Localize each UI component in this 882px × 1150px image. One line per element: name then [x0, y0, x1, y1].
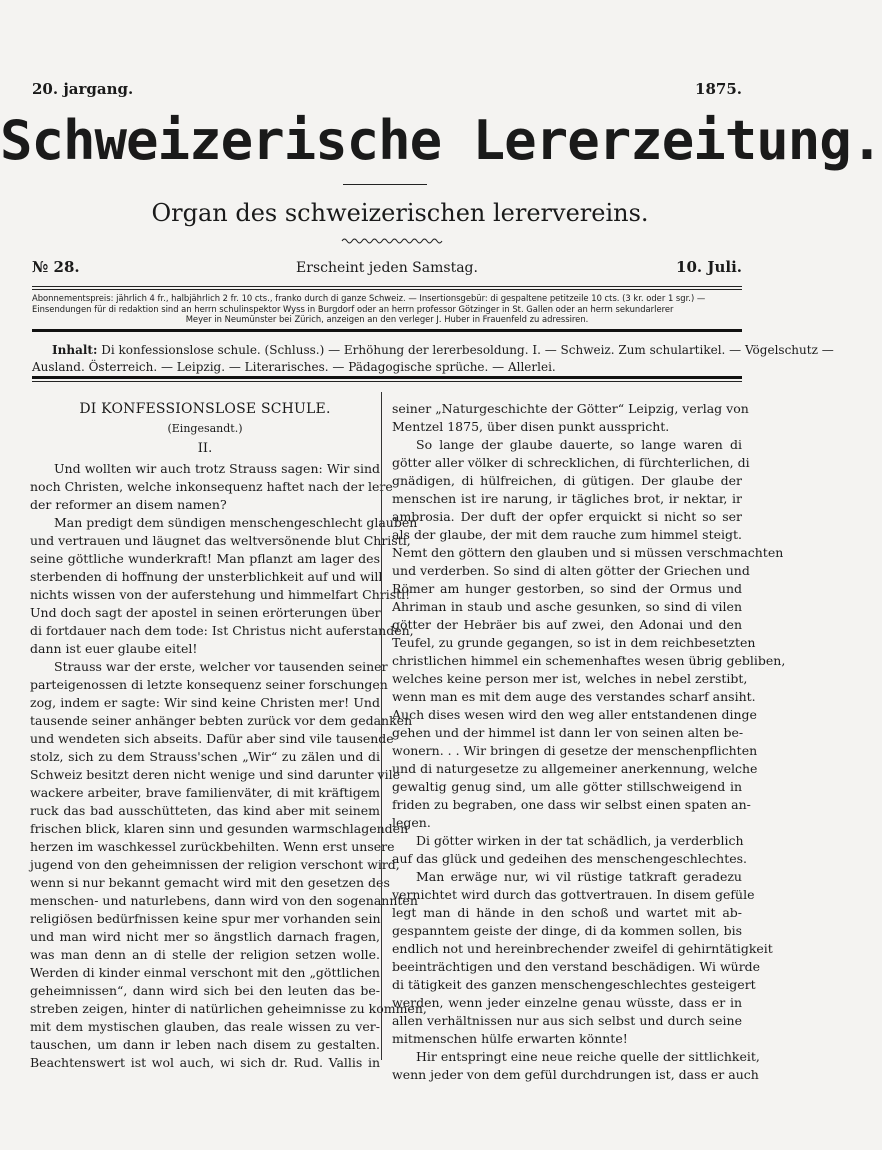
text-line: streben zeigen, hinter di natürlichen geheimnisse zu kommen, — [30, 1001, 427, 1016]
text-line: menschen ist ire narung, ir tägliches brot, ir nektar, ir — [392, 491, 742, 506]
text-line: allen verhältnissen nur aus sich selbst und durch seine — [392, 1013, 742, 1028]
text-line: Hir entspringt eine neue reiche quelle der sittlichkeit, — [416, 1049, 760, 1064]
text-line: Ahriman in staub und asche gesunken, so sind di vilen — [392, 599, 742, 614]
text-line: werden, wenn jeder einzelne genau wüsste, dass er in — [392, 995, 742, 1010]
volume-label: 20. jargang. — [32, 80, 134, 98]
text-line: Strauss war der erste, welcher vor tausenden seiner — [54, 659, 388, 674]
text-line: und di naturgesetze zu allgemeiner anerkennung, welche — [392, 761, 758, 776]
text-line: auf das glück und gedeihen des menschengeschlechtes. — [392, 851, 748, 866]
text-line: als der glaube, der mit dem rauche zum himmel steigt. — [392, 527, 742, 542]
text-line: seiner „Naturgeschichte der Götter“ Leipzig, verlag von — [392, 401, 749, 416]
text-line: wackere arbeiter, brave familienväter, di mit kräftigem — [30, 785, 380, 800]
masthead-subtitle: Organ des schweizerischen lerervereins. — [151, 199, 649, 227]
right-column — [392, 400, 786, 1084]
text-line: Nemt den göttern den glauben und si müssen verschmachten — [392, 545, 784, 560]
contents-rule-bottom — [32, 376, 742, 379]
text-line: So lange der glaube dauerte, so lange waren di — [416, 437, 742, 452]
text-line: der reformer an disem namen? — [30, 497, 227, 512]
text-line: seine göttliche wunderkraft! Man pflanzt am lager des — [30, 551, 380, 566]
issue-frequency: Erscheint jeden Samstag. — [296, 260, 478, 276]
contents-block — [32, 342, 834, 376]
text-line: Und wollten wir auch trotz Strauss sagen: Wir sind — [54, 461, 380, 476]
text-line: jugend von den geheimnissen der religion verschont wird, — [30, 857, 400, 872]
text-line: gnädigen, di hülfreichen, di gütigen. Der glaube der — [392, 473, 742, 488]
article-note: (Eingesandt.) — [167, 422, 243, 435]
text-line: noch Christen, welche inkonsequenz haftet nach der lere — [30, 479, 393, 494]
subscription-line-2: Einsendungen für di redaktion sind an herrn schulinspektor Wyss in Burgdorf oder an herrn professor Götzinger in St. Gallen oder an herrn sekundarlerer — [32, 303, 674, 314]
text-line: mitmenschen hülfe erwarten könnte! — [392, 1031, 628, 1046]
text-line: vernichtet wird durch das gottvertrauen. In disem gefüle — [392, 887, 755, 902]
year-label: 1875. — [695, 80, 742, 98]
right-column-text — [392, 400, 786, 1084]
text-line: geheimnissen“, dann wird sich bei den leuten das be- — [30, 983, 380, 998]
header-rule — [32, 286, 742, 287]
text-line: endlich not und hereinbrechender zweifel di gehirntätigkeit — [392, 941, 773, 956]
text-line: gewaltig genug sind, um alle götter stillschweigend in — [392, 779, 742, 794]
text-line: Man predigt dem sündigen menschengeschlecht glauben — [54, 515, 418, 530]
text-line: gehen und der himmel ist dann ler von seinen alten be- — [392, 725, 744, 740]
text-line: und vertrauen und läugnet das weltversönende blut Christi, — [30, 533, 411, 548]
text-line: und verderben. So sind di alten götter der Griechen und — [392, 563, 750, 578]
text-line: Teufel, zu grunde gegangen, so ist in dem reichbesetzten — [392, 635, 756, 650]
issue-number: № 28. — [32, 258, 80, 276]
contents-text-1: Di konfessionslose schule. (Schluss.) — Erhöhung der lererbesoldung. I. — Schweiz. Zum schulartikel. — Vögelschutz — — [101, 343, 834, 357]
text-line: Beachtenswert ist wol auch, wi sich dr. Rud. Vallis in — [30, 1055, 380, 1070]
text-line: Auch dises wesen wird den weg aller entstandenen dinge — [392, 707, 757, 722]
text-line: menschen- und naturlebens, dann wird von den sogenannten — [30, 893, 418, 908]
contents-line-1 — [32, 342, 834, 359]
text-line: Di götter wirken in der tat schädlich, ja verderblich — [416, 833, 744, 848]
text-line: friden zu begraben, one dass wir selbst einen spaten an- — [392, 797, 751, 812]
text-line: stolz, sich zu dem Strauss'schen „Wir“ zu zälen und di — [30, 749, 380, 764]
text-line: und wendeten sich abseits. Dafür aber sind vile tausende — [30, 731, 394, 746]
text-line: wonern. . . Wir bringen di gesetze der menschenpflichten — [392, 743, 758, 758]
text-line: Und doch sagt der apostel in seinen erörterungen über — [30, 605, 381, 620]
subscription-line-1: Abonnementspreis: jährlich 4 fr., halbjährlich 2 fr. 10 cts., franko durch di ganze Schweiz. — Insertionsgebür: di gespaltene petitzeile 10 cts. (3 kr. oder 1 sgr.) — — [32, 293, 706, 303]
column-divider — [381, 392, 382, 1060]
text-line: di fortdauer nach dem tode: Ist Christus nicht auferstanden, — [30, 623, 414, 638]
text-line: religiösen bedürfnissen keine spur mer vorhanden sein — [30, 911, 381, 926]
text-line: wenn si nur bekannt gemacht wird mit den gesetzen des — [30, 875, 390, 890]
text-line: beeinträchtigen und den verstand beschädigen. Wi würde — [392, 959, 761, 974]
issue-date: 10. Juli. — [676, 258, 742, 276]
text-line: nichts wissen von der auferstehung und himmelfart Christi! — [30, 587, 411, 602]
text-line: legen. — [392, 815, 431, 830]
text-line: gespanntem geiste der dinge, di da kommen sollen, bis — [392, 923, 742, 938]
volume-line — [32, 80, 742, 100]
masthead-rule — [343, 184, 427, 185]
text-line: Römer am hunger gestorben, so sind der Ormus und — [392, 581, 742, 596]
text-line: Man erwäge nur, wi vil rüstige tatkraft geradezu — [416, 869, 742, 884]
text-line: götter der Hebräer bis auf zwei, den Adonai und den — [392, 617, 742, 632]
text-line: was man denn an di stelle der religion setzen wolle. — [30, 947, 380, 962]
text-line: frischen blick, klaren sinn und gesunden warmschlagenden — [30, 821, 409, 836]
text-line: christlichen himmel ein schemenhaftes wesen übrig gebliben, — [392, 653, 786, 668]
text-line: zog, indem er sagte: Wir sind keine Christen mer! Und — [30, 695, 380, 710]
contents-line-2: Ausland. Österreich. — Leipzig. — Literarisches. — Pädagogische sprüche. — Allerlei. — [32, 360, 556, 374]
ornament-wave — [342, 236, 442, 246]
text-line: sterbenden di hoffnung der unsterblichkeit auf und will — [30, 569, 383, 584]
subscription-info — [32, 293, 742, 325]
text-line: ambrosia. Der duft der opfer erquickt si nicht so ser — [392, 509, 742, 524]
text-line: mit dem mystischen glauben, das reale wissen zu ver- — [30, 1019, 380, 1034]
text-line: di tätigkeit des ganzen menschengeschlechtes gesteigert — [392, 977, 756, 992]
article-title: DI KONFESSIONSLOSE SCHULE. — [79, 401, 331, 417]
text-line: tausende seiner anhänger bebten zurück vor dem gedanken — [30, 713, 413, 728]
issue-line — [32, 258, 742, 280]
text-line: wenn man es mit dem auge des verstandes scharf ansiht. — [392, 689, 756, 704]
contents-rule-bottom-2 — [32, 381, 742, 382]
text-line: welches keine person mer ist, welches in nebel zerstibt, — [392, 671, 748, 686]
text-line: herzen im waschkessel zurückbehilten. Wenn erst unsere — [30, 839, 395, 854]
header-rule-2 — [32, 289, 742, 290]
text-line: und man wird nicht mer so ängstlich darnach fragen, — [30, 929, 380, 944]
text-line: Mentzel 1875, über disen punkt ausspricht. — [392, 419, 670, 434]
contents-rule-top — [32, 329, 742, 332]
text-line: legt man di hände in den schoß und wartet mit ab- — [392, 905, 742, 920]
text-line: Werden di kinder einmal verschont mit den „göttlichen — [30, 965, 380, 980]
contents-label: Inhalt: — [52, 343, 98, 357]
article-part: II. — [197, 441, 213, 456]
text-line: wenn jeder von dem gefül durchdrungen ist, dass er auch — [392, 1067, 759, 1082]
text-line: parteigenossen di letzte konsequenz seiner forschungen — [30, 677, 388, 692]
text-line: ruck das bad ausschütteten, das kind aber mit seinem — [30, 803, 380, 818]
subscription-line-3: Meyer in Neumünster bei Zürich, anzeigen an den verleger J. Huber in Frauenfeld zu adressiren. — [185, 314, 589, 324]
text-line: Schweiz besitzt deren nicht wenige und sind darunter vile — [30, 767, 400, 782]
masthead-title: Schweizerische Lererzeitung. — [0, 109, 882, 172]
text-line: tauschen, um dann ir leben nach disem zu gestalten. — [30, 1037, 380, 1052]
text-line: götter aller völker di schrecklichen, di fürchterlichen, di — [392, 455, 750, 470]
text-line: dann ist euer glaube eitel! — [30, 641, 198, 656]
